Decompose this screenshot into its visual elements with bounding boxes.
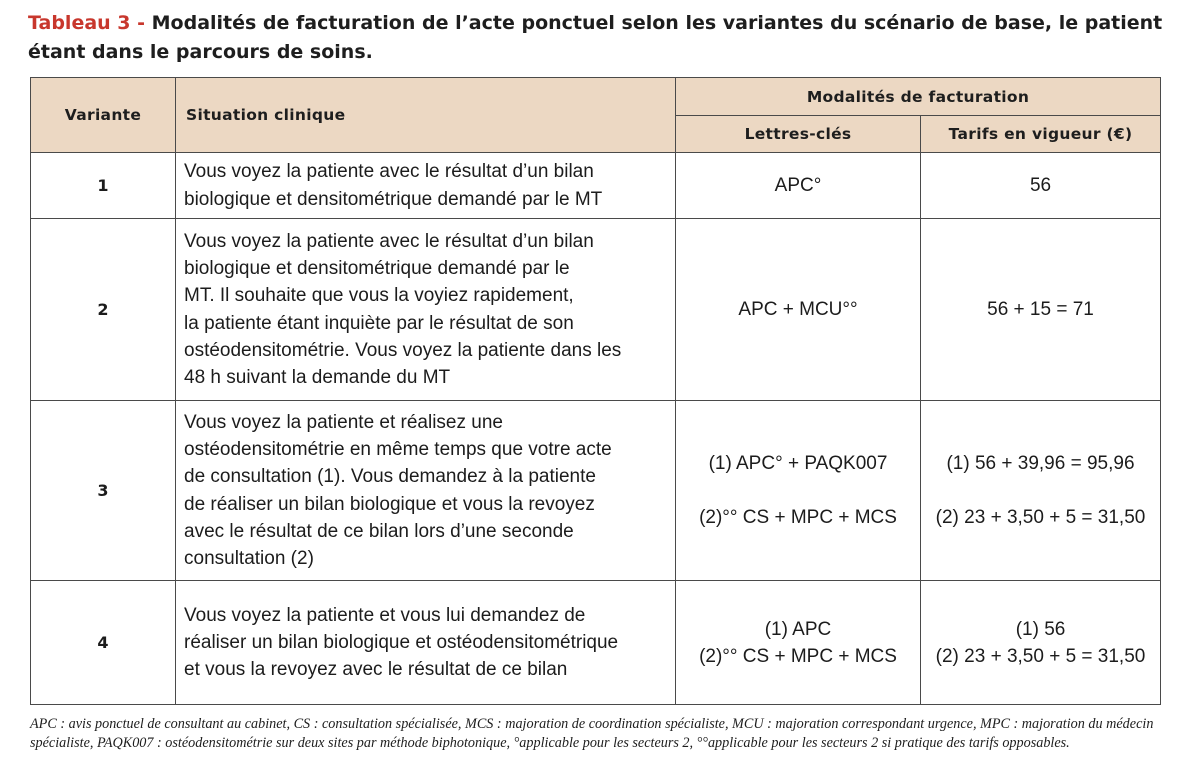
lettres-cles-cell [676, 581, 921, 705]
tarif-line: (1) 56 + 39,96 = 95,96 [946, 453, 1135, 474]
situation-line: Vous voyez la patiente et vous lui demandez de [184, 604, 586, 626]
header-lettres-cles: Lettres-clés [676, 116, 921, 153]
situation-line: Vous voyez la patiente avec le résultat d’un bilan [184, 230, 594, 252]
variante-number: 1 [31, 153, 176, 219]
situation-cell [176, 219, 676, 401]
tarif-cell [921, 153, 1161, 219]
lettres-cles-cell [676, 401, 921, 581]
situation-line: biologique et densitométrique demandé par le MT [184, 188, 603, 210]
variante-number: 4 [31, 581, 176, 705]
situation-line: 48 h suivant la demande du MT [184, 367, 451, 389]
header-tarifs: Tarifs en vigueur (€) [921, 116, 1161, 153]
situation-cell [176, 581, 676, 705]
tarif-cell [921, 401, 1161, 581]
table-row [31, 219, 1161, 401]
situation-line: Vous voyez la patiente avec le résultat d’un bilan [184, 161, 594, 183]
table-title-text: Modalités de facturation de l’acte ponctuel selon les variantes du scénario de base, le patient étant dans le parcours de soins. [28, 12, 1163, 63]
situation-line: de réaliser un bilan biologique et vous la revoyez [184, 493, 595, 515]
header-situation: Situation clinique [176, 78, 676, 153]
table-row [31, 401, 1161, 581]
lettres-cles-cell [676, 219, 921, 401]
tarif-line: 56 [1029, 174, 1052, 196]
situation-line: et vous la revoyez avec le résultat de ce bilan [184, 659, 568, 681]
code-line: APC° [774, 174, 822, 196]
code-line: (2)°° CS + MPC + MCS [699, 507, 897, 528]
code-line: (2)°° CS + MPC + MCS [699, 645, 897, 667]
situation-line: avec le résultat de ce bilan lors d’une seconde [184, 520, 574, 542]
variante-number: 3 [31, 401, 176, 581]
situation-line: Vous voyez la patiente et réalisez une [184, 411, 503, 433]
code-line: APC + MCU°° [738, 298, 858, 320]
situation-line: consultation (2) [184, 548, 314, 570]
table-row [31, 153, 1161, 219]
code-line: (1) APC [764, 618, 832, 640]
situation-line: réaliser un bilan biologique et ostéodensitométrique [184, 631, 619, 653]
table-row [31, 581, 1161, 705]
tarif-line: (1) 56 [1015, 618, 1066, 640]
variante-number: 2 [31, 219, 176, 401]
situation-line: de consultation (1). Vous demandez à la patiente [184, 466, 596, 488]
tarif-line: 56 + 15 = 71 [987, 298, 1094, 320]
header-modalites: Modalités de facturation [676, 78, 1161, 116]
tarif-cell [921, 581, 1161, 705]
situation-line: biologique et densitométrique demandé par le [184, 257, 570, 279]
situation-cell [176, 401, 676, 581]
table-footnote: APC : avis ponctuel de consultant au cabinet, CS : consultation spécialisée, MCS : majoration de coordination spécialiste, MCU : majoration correspondant urgence, MPC : majoration du médecin spécialiste, PAQK007 : ostéodensitométrie sur deux sites par méthode biphotonique, °applicable pour les secteurs 2, °°applicable pour les secteurs 2 si pratique des tarifs opposables. [30, 716, 1154, 751]
tarif-line: (2) 23 + 3,50 + 5 = 31,50 [935, 645, 1146, 667]
tarif-cell [921, 219, 1161, 401]
situation-line: ostéodensitométrie. Vous voyez la patiente dans les [184, 339, 622, 361]
situation-cell [176, 153, 676, 219]
billing-table [30, 77, 1161, 705]
situation-line: ostéodensitométrie en même temps que votre acte [184, 438, 612, 460]
table-title [28, 9, 1178, 67]
header-variante: Variante [31, 78, 176, 153]
tarif-line: (2) 23 + 3,50 + 5 = 31,50 [935, 507, 1146, 528]
situation-line: la patiente étant inquiète par le résultat de son [184, 312, 574, 334]
situation-line: MT. Il souhaite que vous la voyiez rapidement, [184, 285, 574, 307]
table-title-label: Tableau 3 - [28, 12, 146, 34]
code-line: (1) APC° + PAQK007 [708, 453, 888, 474]
lettres-cles-cell [676, 153, 921, 219]
